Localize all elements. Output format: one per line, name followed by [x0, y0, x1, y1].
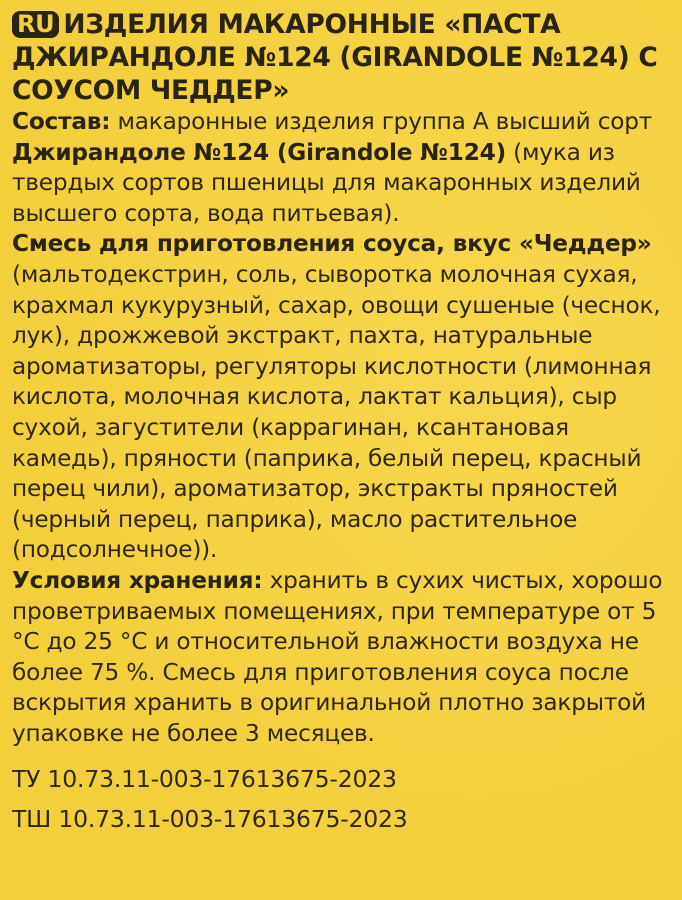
composition-product-name: Джирандоле №124 (Girandole №124)	[12, 138, 506, 166]
storage-label: Условия хранения:	[12, 566, 263, 594]
product-title	[12, 8, 672, 107]
standards-codes	[12, 759, 672, 839]
product-title-text: ИЗДЕЛИЯ МАКАРОННЫЕ «ПАСТА ДЖИРАНДОЛЕ №124 (GIRANDOLE №124) С СОУСОМ ЧЕДДЕР»	[12, 9, 658, 106]
composition-label: Состав:	[12, 108, 111, 135]
sauce-text: (мальтодекстрин, соль, сыворотка молочная сухая, крахмал кукурузный, сахар, овощи сушеные (чеснок, лук), дрожжевой экстракт, пахта, натуральные ароматизаторы, регуляторы кислотности (лимонная кислота, молочная кислота, лактат кальция), сыр сухой, загустители (каррагинан, ксантановая камедь), пряности (паприка, белый перец, красный перец чили), ароматизатор, экстракты пряностей (черный перец, паприка), масло растительное (подсолнечное)).	[12, 260, 661, 564]
composition-text-start: макаронные изделия группа А высший сорт	[110, 108, 653, 135]
composition-paragraph	[12, 107, 672, 229]
composition-text-end: (мука из твердых сортов пшеницы для макаронных изделий высшего сорта, вода питьевая).	[12, 138, 641, 227]
tu-code: ТУ 10.73.11-003-17613675-2023	[12, 765, 397, 794]
language-badge: RU	[12, 11, 59, 38]
sauce-paragraph	[12, 229, 672, 566]
storage-paragraph	[12, 566, 672, 750]
sauce-label: Смесь для приготовления соуса, вкус «Чеддер»	[12, 230, 652, 258]
tsh-code: ТШ 10.73.11-003-17613675-2023	[12, 805, 408, 834]
storage-text: хранить в сухих чистых, хорошо проветриваемых помещениях, при температуре от 5 °С до 25 °С и относительной влажности воздуха не более 75 %. Смесь для приготовления соуса после вскрытия хранить в оригинальной плотно закрытой упаковке не более 3 месяцев.	[12, 566, 663, 747]
